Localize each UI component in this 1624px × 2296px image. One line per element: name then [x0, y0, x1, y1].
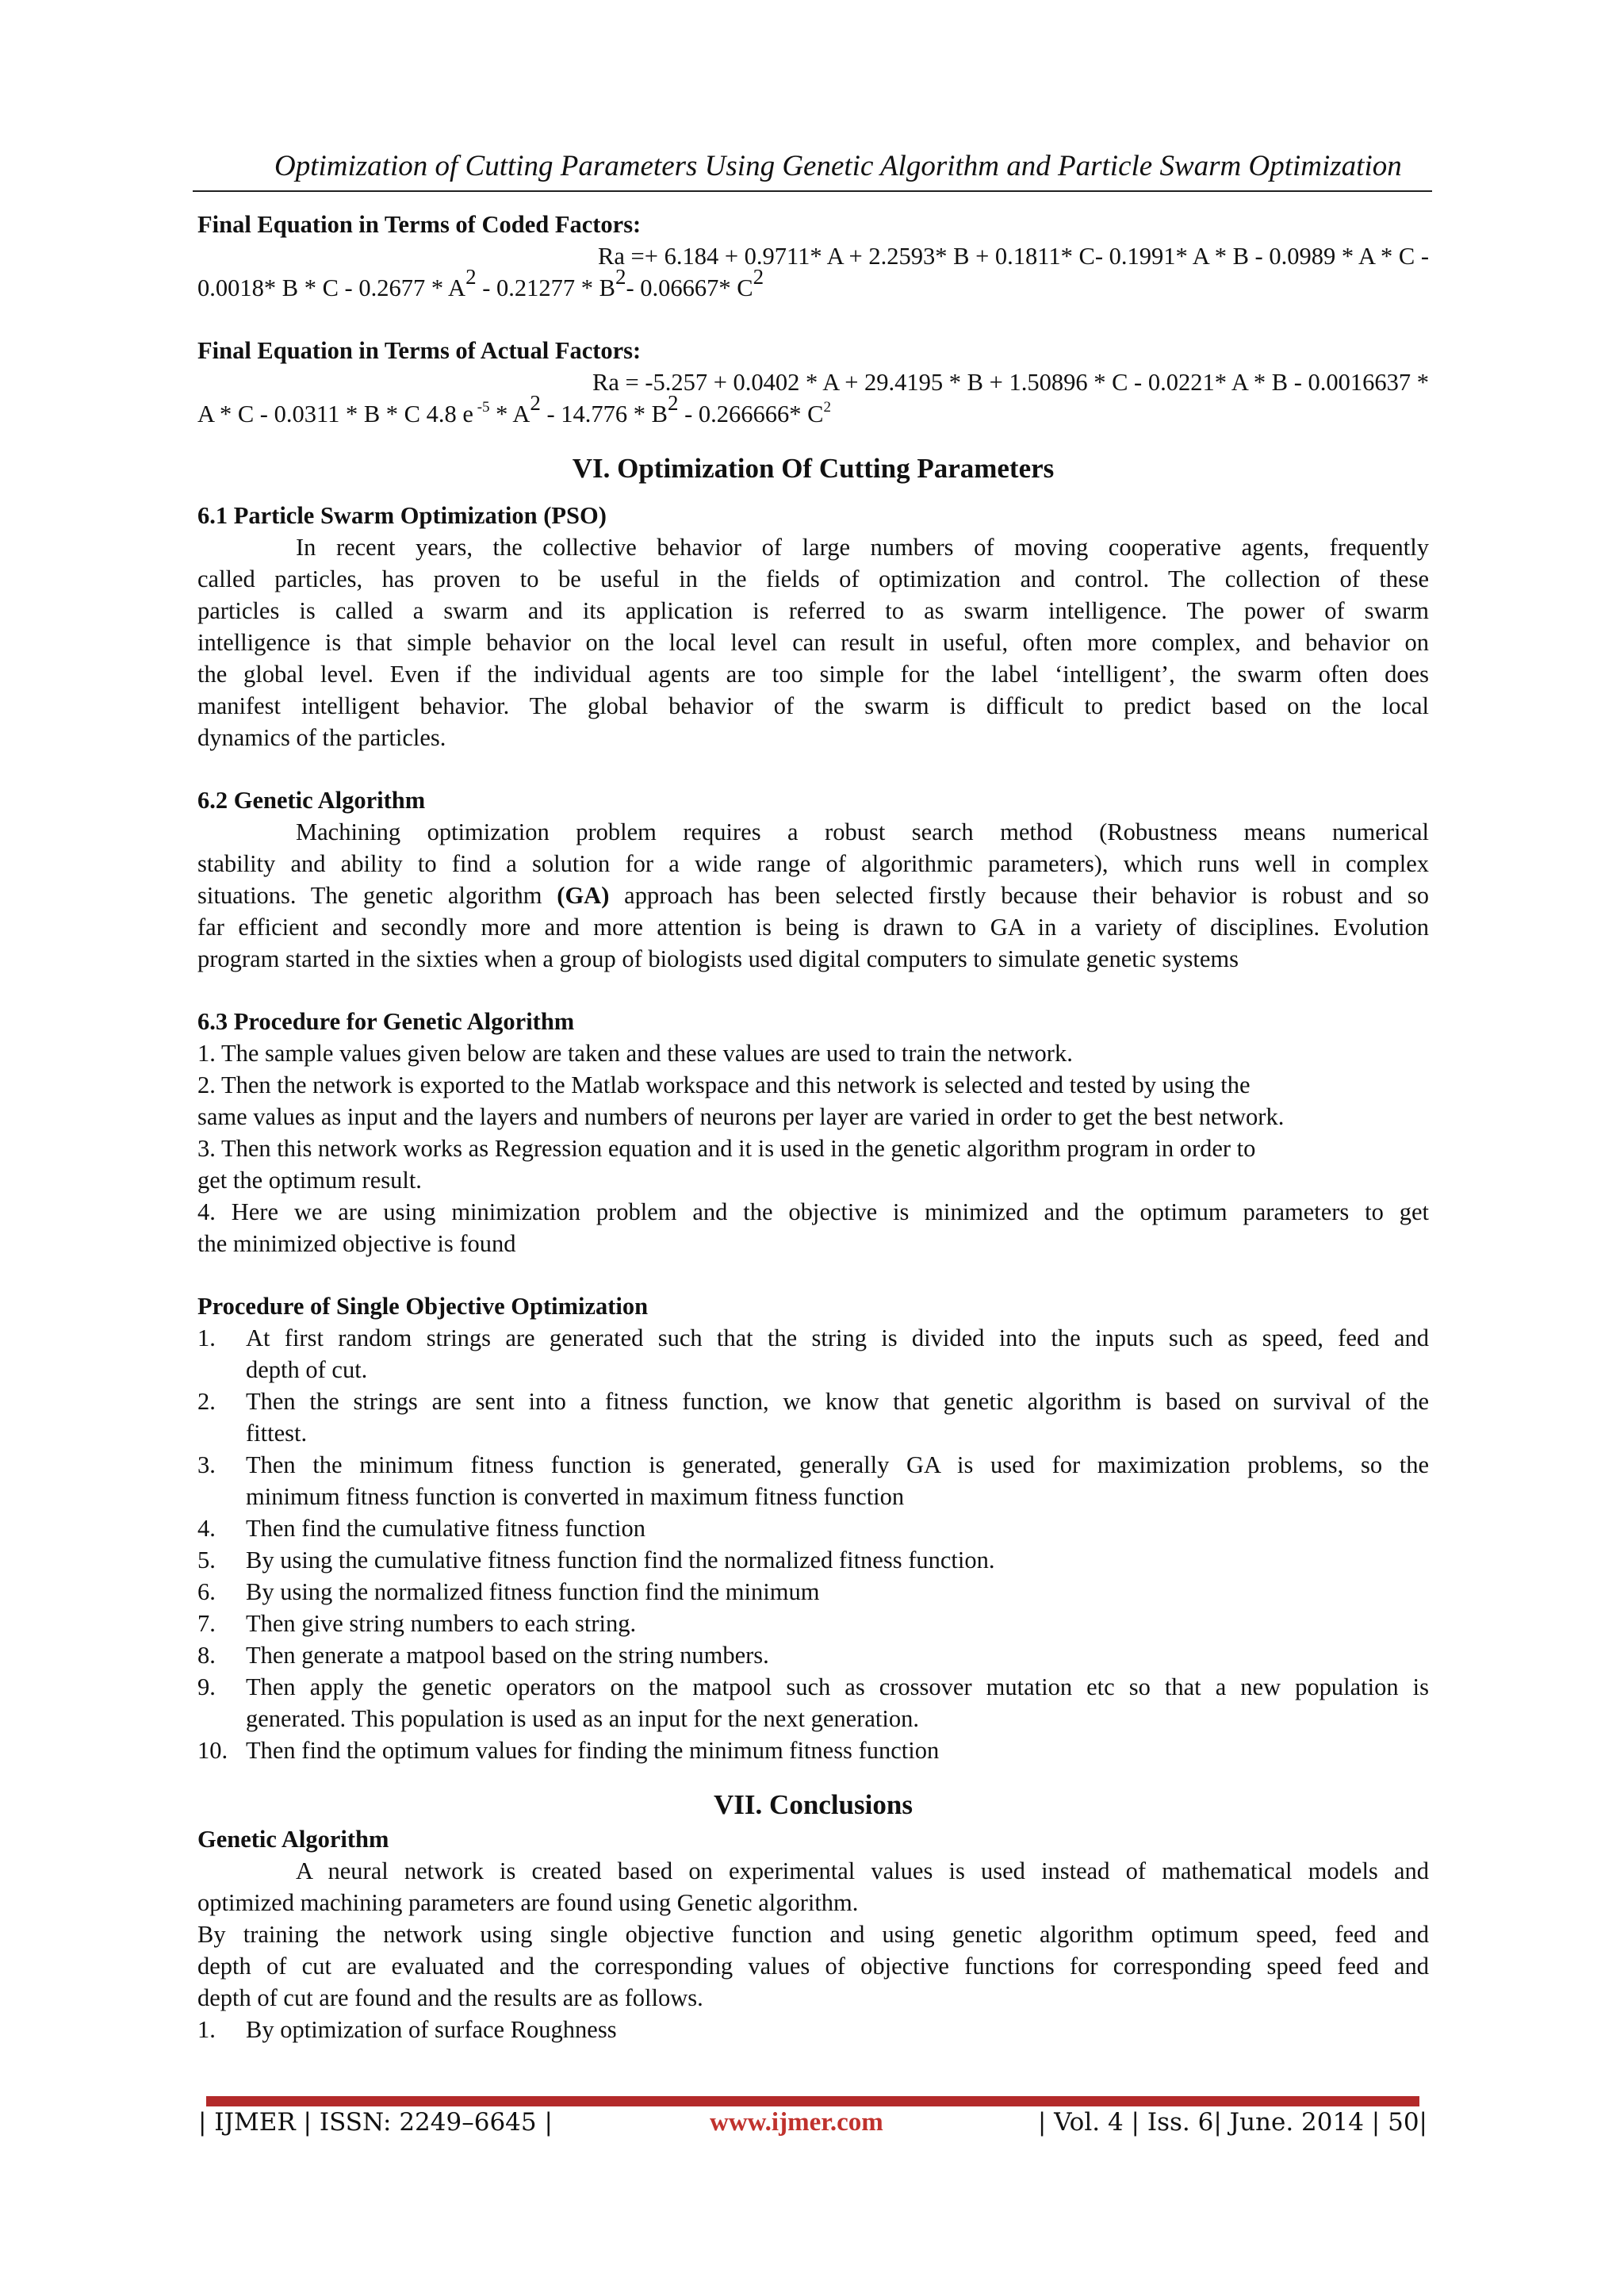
list-line: Then give string numbers to each string. [246, 1610, 637, 1637]
footer [198, 2108, 1427, 2143]
list-line: By optimization of surface Roughness [246, 2016, 617, 2043]
section-6-3-heading: 6.3 Procedure for Genetic Algorithm [197, 1008, 575, 1035]
procedure-line: 2. Then the network is exported to the Matlab workspace and this network is selected and tested by using the [197, 1071, 1251, 1098]
conclusion-line: depth of cut are evaluated and the corresponding values of objective functions for corresponding speed feed and [197, 1953, 1429, 1980]
list-number: 6. [197, 1578, 216, 1605]
ga-abbreviation: (GA) [557, 882, 610, 909]
list-item [197, 1449, 1429, 1512]
list-number: 8. [197, 1642, 216, 1669]
actual-exp-b: 2 [667, 391, 679, 415]
coded-line2-part-c: - 0.06667* C [626, 274, 753, 301]
list-line: Then the minimum fitness function is generated, generally GA is used for maximization problems, so the [246, 1451, 1429, 1478]
list-line: minimum fitness function is converted in maximum fitness function [246, 1483, 905, 1510]
conclusion-line: optimized machining parameters are found using Genetic algorithm. [197, 1889, 859, 1916]
list-item [197, 1386, 1429, 1449]
coded-equation-heading: Final Equation in Terms of Coded Factors: [197, 211, 642, 238]
spacer [197, 753, 1429, 784]
spacer [197, 975, 1429, 1006]
actual-exp-a: 2 [530, 391, 541, 415]
pso-line: particles is called a swarm and its application is referred to as swarm intelligence. The power of swarm [197, 597, 1429, 624]
actual-equation-line1: Ra = -5.257 + 0.0402 * A + 29.4195 * B + 1.50896 * C - 0.0221* A * B - 0.0016637 * [592, 369, 1429, 396]
list-number: 4. [197, 1515, 216, 1542]
list-item [197, 1734, 1429, 1766]
footer-website-link[interactable]: www.ijmer.com [710, 2108, 883, 2137]
spacer [197, 1259, 1429, 1290]
pso-line: intelligence is that simple behavior on the local level can result in useful, often more complex, and behavior on [197, 629, 1429, 656]
list-line: Then find the optimum values for finding the minimum fitness function [246, 1737, 940, 1764]
pso-line: dynamics of the particles. [197, 724, 446, 751]
list-line: By using the normalized fitness function find the minimum [246, 1578, 820, 1605]
list-number: 10. [197, 1737, 228, 1764]
single-objective-heading: Procedure of Single Objective Optimization [197, 1293, 649, 1320]
ga-line: Machining optimization problem requires a robust search method (Robustness means numerical [296, 818, 1429, 845]
coded-exp-b: 2 [615, 265, 626, 289]
list-line: At first random strings are generated such that the string is divided into the inputs such as speed, feed and [246, 1324, 1429, 1351]
actual-line2-part-a: A * C - 0.0311 * B * C 4.8 e [197, 401, 473, 427]
actual-line2-part-c: - 14.776 * B [540, 401, 668, 427]
conclusions-ga-heading: Genetic Algorithm [197, 1826, 389, 1853]
running-title: Optimization of Cutting Parameters Using Genetic Algorithm and Particle Swarm Optimization [274, 150, 1402, 182]
actual-line2-part-d: - [678, 401, 699, 427]
single-objective-list [197, 1322, 1429, 1766]
list-number: 9. [197, 1673, 216, 1700]
footer-volume-info: | Vol. 4 | Iss. 6| June. 2014 | 50| [1037, 2108, 1427, 2137]
pso-line: called particles, has proven to be useful in the fields of optimization and control. The collection of these [197, 565, 1429, 592]
list-item [197, 1322, 1429, 1386]
list-item [197, 1544, 1429, 1576]
actual-line2-part-b: * A [489, 401, 530, 427]
ga-line: far efficient and secondly more and more attention is being is drawn to GA in a variety of disciplines. Evolution [197, 914, 1429, 941]
procedure-line: 4. Here we are using minimization problem and the objective is minimized and the optimum parameters to get [197, 1198, 1429, 1225]
coded-equation-line2 [197, 265, 1429, 304]
procedure-line: same values as input and the layers and numbers of neurons per layer are varied in order to get the best network. [197, 1103, 1285, 1130]
header-rule [193, 190, 1432, 192]
list-line: depth of cut. [246, 1356, 368, 1383]
pso-line: manifest intelligent behavior. The global behavior of the swarm is difficult to predict based on the local [197, 692, 1429, 719]
list-line: By using the cumulative fitness function find the normalized fitness function. [246, 1547, 995, 1573]
procedure-line: 3. Then this network works as Regression equation and it is used in the genetic algorithm program in order to [197, 1135, 1256, 1162]
spacer [197, 1766, 1429, 1787]
coded-line2-part-b: - 0.21277 * B [476, 274, 615, 301]
page-content [197, 209, 1429, 2045]
coded-exp-c: 2 [753, 265, 764, 289]
spacer [197, 304, 1429, 335]
list-number: 2. [197, 1388, 216, 1415]
conclusion-line: depth of cut are found and the results are as follows. [197, 1984, 703, 2011]
spacer [197, 487, 1429, 500]
list-line: fittest. [246, 1420, 308, 1447]
actual-line2-part-e: 0.266666* C [698, 401, 824, 427]
ga-line3-part-a: situations. The genetic algorithm [197, 882, 557, 909]
section-vii-title: VII. Conclusions [714, 1789, 913, 1820]
ga-line: stability and ability to find a solution for a wide range of algorithmic parameters), which runs well in complex [197, 850, 1429, 877]
footer-rule [206, 2096, 1419, 2106]
list-number: 1. [197, 1324, 216, 1351]
list-item [197, 1671, 1429, 1734]
actual-equation-heading: Final Equation in Terms of Actual Factors: [197, 337, 642, 364]
section-vi-title: VI. Optimization Of Cutting Parameters [572, 453, 1055, 484]
coded-exp-a: 2 [465, 265, 477, 289]
procedure-line: the minimized objective is found [197, 1230, 516, 1257]
actual-equation-line2 [197, 391, 1429, 430]
section-6-1-heading: 6.1 Particle Swarm Optimization (PSO) [197, 502, 607, 529]
procedure-line: get the optimum result. [197, 1167, 422, 1194]
list-number: 5. [197, 1547, 216, 1573]
conclusion-line: A neural network is created based on experimental values is used instead of mathematical models and [296, 1857, 1429, 1884]
actual-exp-neg: -5 [473, 399, 490, 416]
list-item [197, 1639, 1429, 1671]
coded-equation-line1: Ra =+ 6.184 + 0.9711* A + 2.2593* B + 0.1811* C- 0.1991* A * B - 0.0989 * A * C - [598, 243, 1429, 270]
ga-line [197, 880, 1429, 911]
list-item [197, 1576, 1429, 1608]
list-number: 3. [197, 1451, 216, 1478]
actual-exp-c: 2 [823, 399, 831, 416]
list-line: Then apply the genetic operators on the matpool such as crossover mutation etc so that a new population is [246, 1673, 1429, 1700]
ga-line: program started in the sixties when a group of biologists used digital computers to simulate genetic systems [197, 945, 1239, 972]
pso-line: In recent years, the collective behavior of large numbers of moving cooperative agents, frequently [296, 534, 1429, 561]
list-line: Then the strings are sent into a fitness function, we know that genetic algorithm is based on survival of the [246, 1388, 1429, 1415]
footer-journal-info: | IJMER | ISSN: 2249–6645 | [198, 2108, 553, 2137]
coded-line2-part-a: 0.0018* B * C - 0.2677 * A [197, 274, 466, 301]
list-line: generated. This population is used as an input for the next generation. [246, 1705, 919, 1732]
pso-line: the global level. Even if the individual agents are too simple for the label ‘intelligent’, the swarm often does [197, 661, 1429, 688]
conclusion-list [197, 2014, 1429, 2045]
list-item [197, 1608, 1429, 1639]
list-line: Then generate a matpool based on the string numbers. [246, 1642, 769, 1669]
list-item [197, 1512, 1429, 1544]
section-6-2-heading: 6.2 Genetic Algorithm [197, 787, 426, 814]
list-line: Then find the cumulative fitness function [246, 1515, 645, 1542]
list-item [197, 2014, 1429, 2045]
list-number: 7. [197, 1610, 216, 1637]
spacer [197, 430, 1429, 450]
list-number: 1. [197, 2016, 216, 2043]
procedure-line: 1. The sample values given below are taken and these values are used to train the network. [197, 1040, 1073, 1067]
conclusion-line: By training the network using single objective function and using genetic algorithm optimum speed, feed and [197, 1921, 1429, 1948]
ga-line3-part-b: approach has been selected firstly because their behavior is robust and so [609, 882, 1429, 909]
